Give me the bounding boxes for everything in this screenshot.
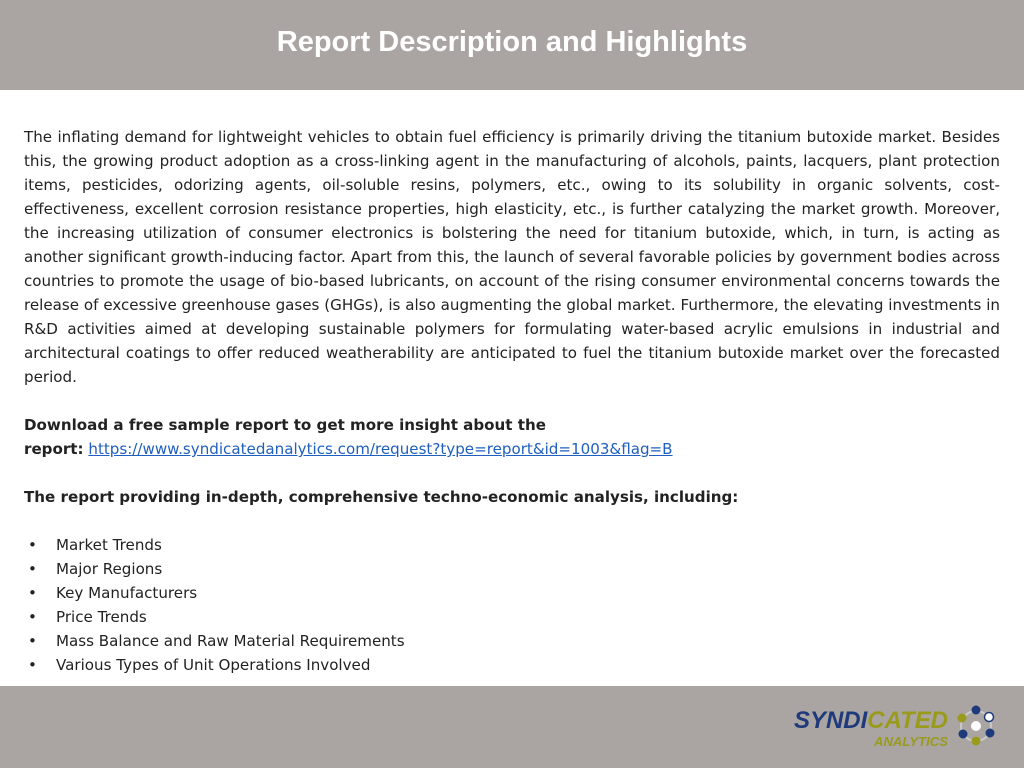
bullet-icon: • bbox=[28, 536, 37, 554]
list-item bbox=[24, 653, 1000, 677]
analysis-list bbox=[24, 533, 1000, 677]
list-item-label: Price Trends bbox=[56, 608, 147, 626]
analysis-list-heading: The report providing in-depth, comprehensive techno-economic analysis, including: bbox=[24, 488, 739, 506]
bullet-icon: • bbox=[28, 584, 37, 602]
bullet-icon: • bbox=[28, 560, 37, 578]
footer-band bbox=[0, 686, 1024, 768]
list-item bbox=[24, 533, 1000, 557]
bullet-icon: • bbox=[28, 656, 37, 674]
syndicated-analytics-logo bbox=[792, 700, 1002, 756]
list-item bbox=[24, 605, 1000, 629]
svg-text:ANALYTICS: ANALYTICS bbox=[872, 734, 949, 749]
page-title: Report Description and Highlights bbox=[276, 25, 748, 58]
list-item-label: Major Regions bbox=[56, 560, 163, 578]
sample-report-link[interactable]: https://www.syndicatedanalytics.com/request?type=report&id=1003&flag=B bbox=[88, 440, 673, 458]
svg-text:SYNDICATED: SYNDICATED bbox=[794, 707, 949, 734]
list-item-label: Mass Balance and Raw Material Requirements bbox=[56, 632, 405, 650]
list-item bbox=[24, 581, 1000, 605]
sample-report-callout bbox=[24, 413, 1000, 461]
list-item-label: Key Manufacturers bbox=[56, 584, 198, 602]
report-content bbox=[24, 125, 1000, 677]
cta-line-1: Download a free sample report to get more insight about the bbox=[24, 416, 546, 434]
cta-line-2: report: bbox=[24, 440, 84, 458]
list-item-label: Market Trends bbox=[56, 536, 162, 554]
report-description: The inflating demand for lightweight vehicles to obtain fuel efficiency is primarily driving the titanium butoxide market. Besides this, the growing product adoption as a cross-linking agent in the manufacturing of alcohols, paints, lacquers, plant protection items, pesticides, odorizing agents, oil-soluble resins, polymers, etc., owing to its solubility in organic solvents, cost-effectiveness, excellent corrosion resistance properties, high elasticity, etc., is further catalyzing the market growth. Moreover, the increasing utilization of consumer electronics is bolstering the need for titanium butoxide, which, in turn, is acting as another significant growth-inducing factor. Apart from this, the launch of several favorable policies by government bodies across countries to promote the usage of bio-based lubricants, on account of the rising consumer environmental concerns towards the release of excessive greenhouse gases (GHGs), is also augmenting the global market. Furthermore, the elevating investments in R&D activities aimed at developing sustainable polymers for formulating water-based acrylic emulsions in industrial and architectural coatings to offer reduced weatherability are anticipated to fuel the titanium butoxide market over the forecasted period. bbox=[24, 128, 1000, 386]
list-item bbox=[24, 557, 1000, 581]
header-band bbox=[0, 0, 1024, 90]
globe-ring-icon bbox=[958, 706, 995, 746]
list-item-label: Various Types of Unit Operations Involved bbox=[56, 656, 371, 674]
bullet-icon: • bbox=[28, 632, 37, 650]
list-item bbox=[24, 629, 1000, 653]
bullet-icon: • bbox=[28, 608, 37, 626]
